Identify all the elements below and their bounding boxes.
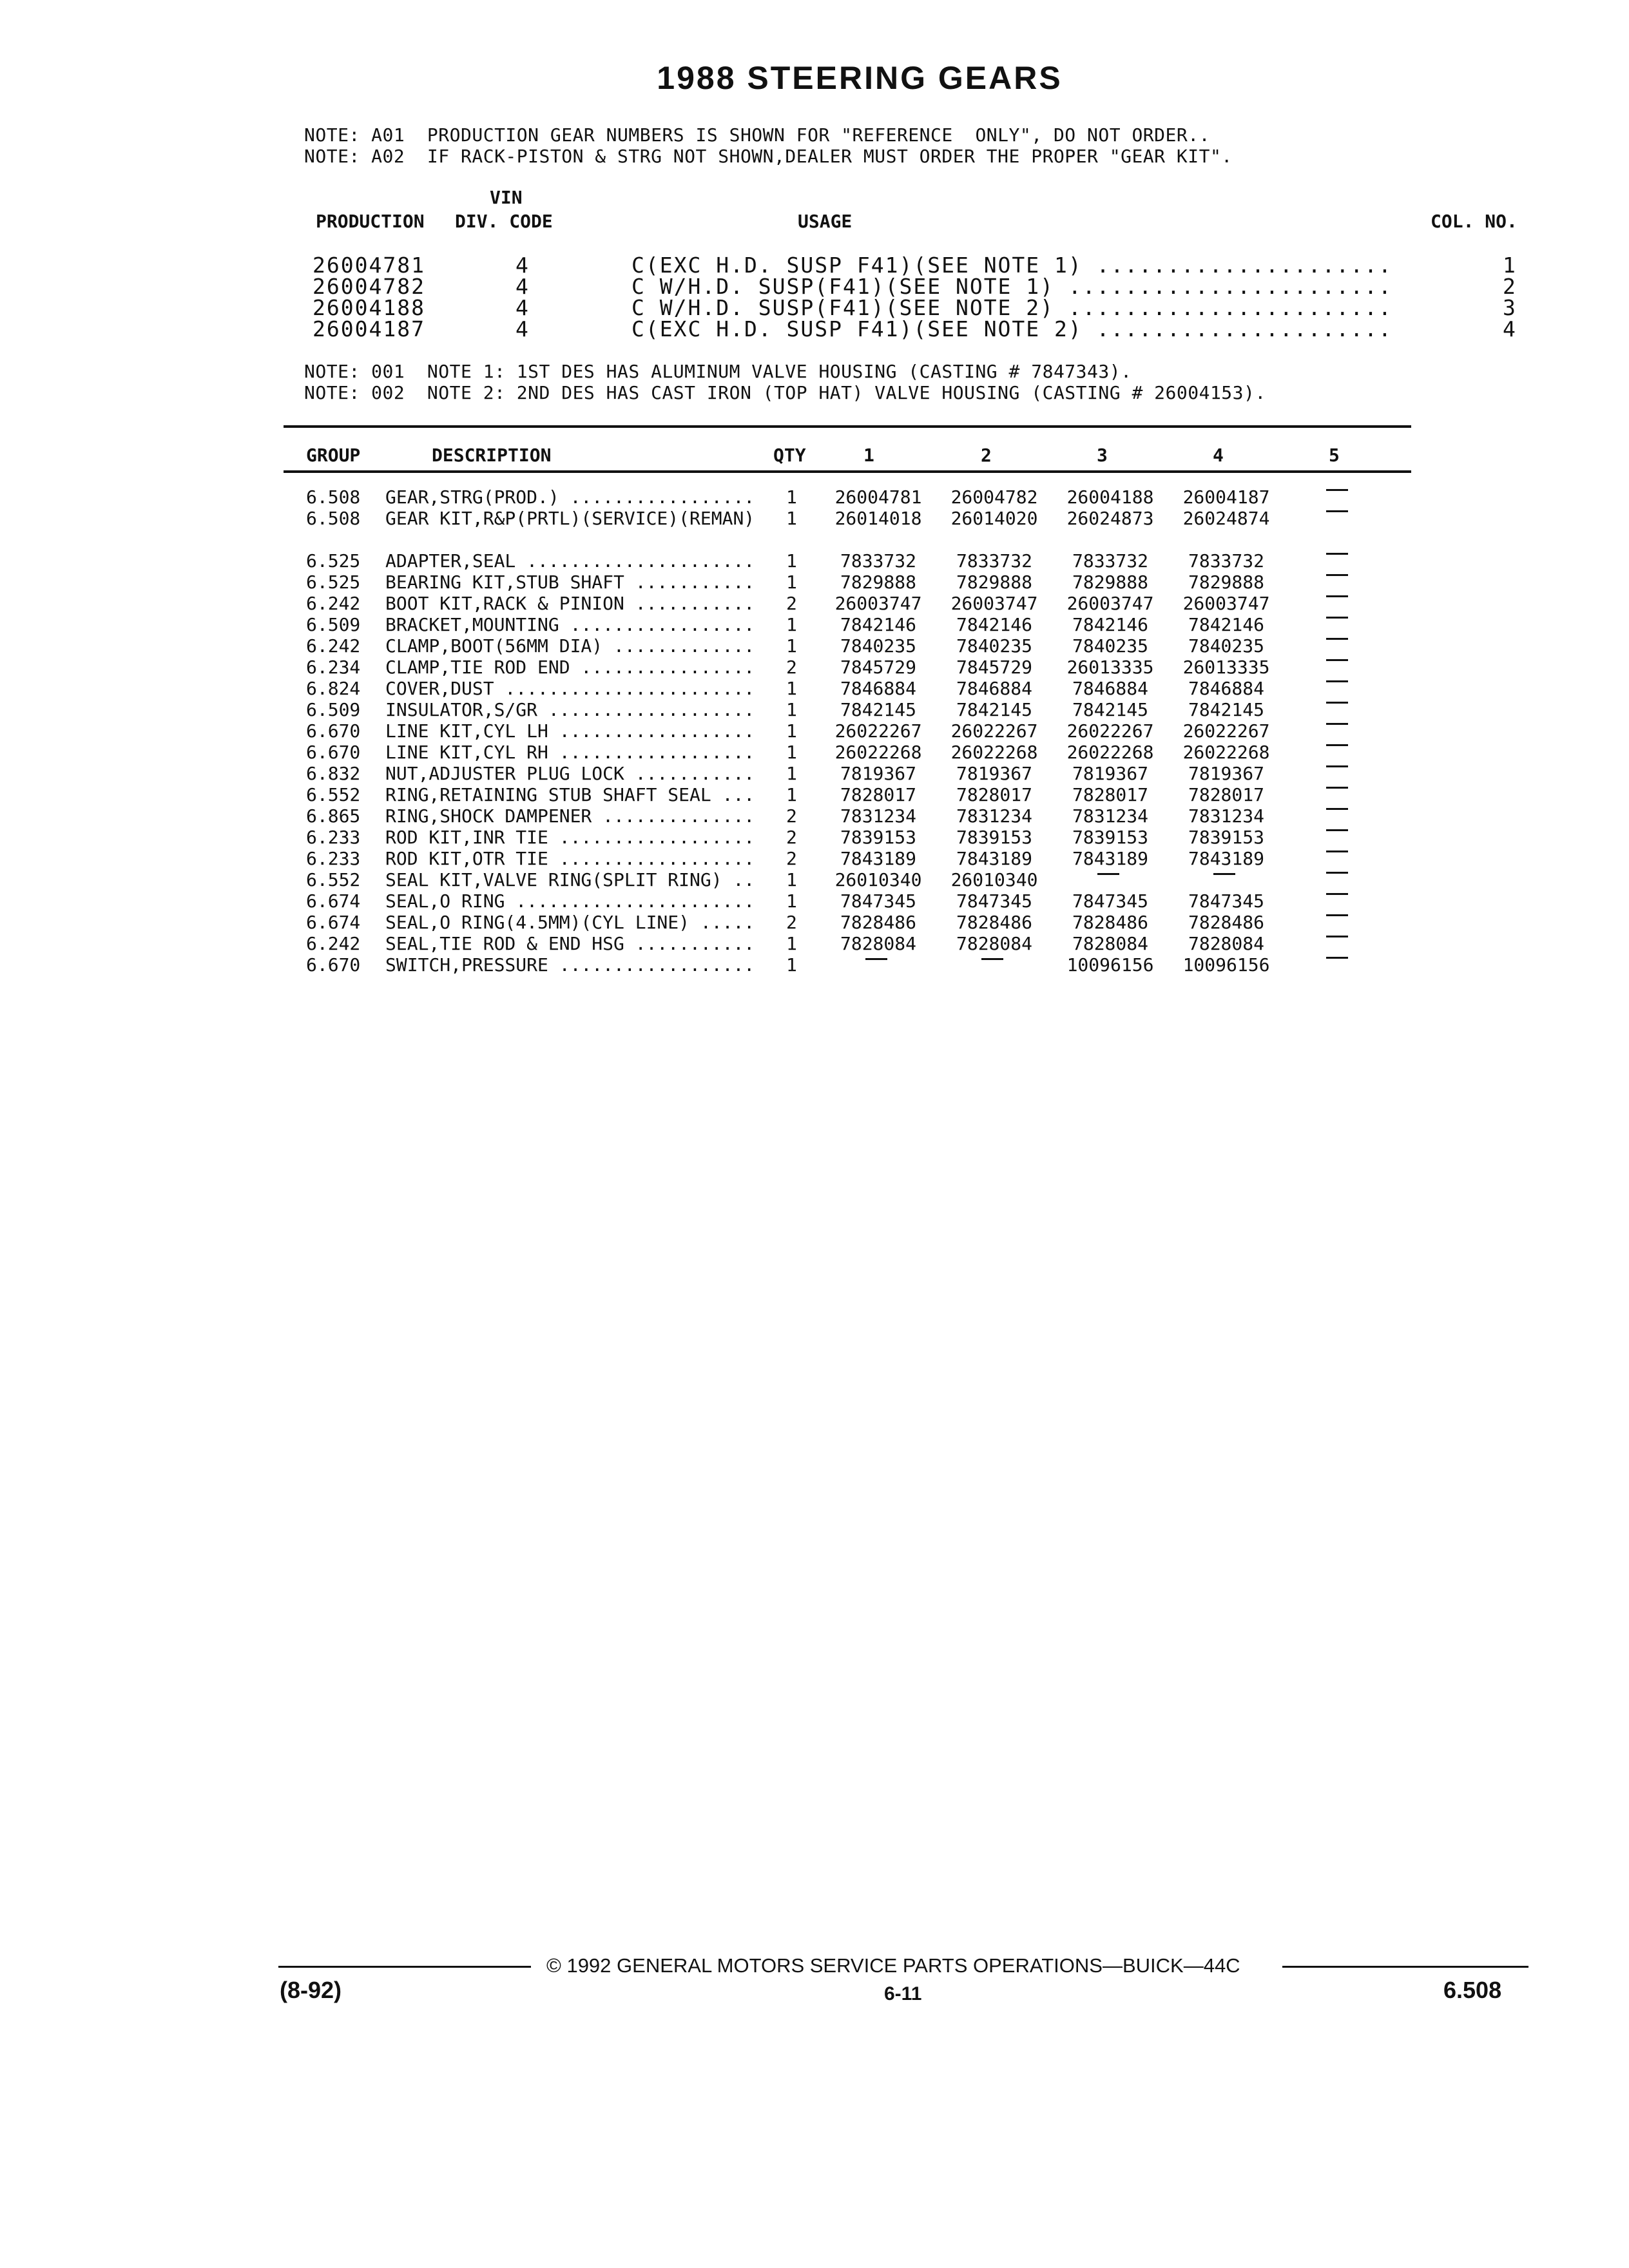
qty-cell: 1 <box>786 508 797 529</box>
part-number-cell: 7847345 <box>840 890 916 912</box>
part-number-cell: 7842146 <box>840 614 916 635</box>
group-cell: 6.508 <box>306 486 361 508</box>
table-row <box>0 699 1629 720</box>
vin-header: VIN <box>490 187 523 208</box>
usage-production: 26004187 <box>313 316 425 341</box>
table-row <box>0 912 1629 933</box>
production-header: PRODUCTION <box>316 211 425 232</box>
col3-header: 3 <box>1097 445 1108 466</box>
qty-header: QTY <box>773 445 806 466</box>
qty-cell: 2 <box>786 593 797 614</box>
col5-dash <box>1326 595 1348 597</box>
usage-div-code: 4 <box>516 274 530 299</box>
col5-dash <box>1326 510 1348 512</box>
col5-dash <box>1326 638 1348 640</box>
part-number-cell: 26022268 <box>1066 742 1154 763</box>
part-number-cell: 7839153 <box>1072 827 1148 848</box>
qty-cell: 1 <box>786 614 797 635</box>
part-number-cell: 7842145 <box>840 699 916 720</box>
part-number-cell: 7828486 <box>1072 912 1148 933</box>
usage-production: 26004782 <box>313 274 425 299</box>
qty-cell: 1 <box>786 890 797 912</box>
part-number-cell: 7833732 <box>1072 550 1148 572</box>
group-header: GROUP <box>306 445 361 466</box>
part-number-cell: 7819367 <box>1072 763 1148 784</box>
part-number-cell: 26022268 <box>834 742 922 763</box>
col5-dash <box>1326 957 1348 959</box>
part-number-cell: 26003747 <box>1182 593 1270 614</box>
description-cell: SWITCH,PRESSURE .................. <box>385 954 755 975</box>
part-number-cell: 7833732 <box>956 550 1032 572</box>
part-number-cell: 7828084 <box>1188 933 1264 954</box>
group-cell: 6.242 <box>306 635 361 657</box>
part-number-cell: 26004781 <box>834 486 922 508</box>
col5-dash <box>1326 744 1348 746</box>
part-number-cell: 7833732 <box>840 550 916 572</box>
qty-cell: 1 <box>786 869 797 890</box>
table-row <box>0 593 1629 614</box>
part-number-cell: 26004187 <box>1182 486 1270 508</box>
part-number-cell: 7847345 <box>956 890 1032 912</box>
part-number-cell: 26014018 <box>834 508 922 529</box>
col5-dash <box>1326 680 1348 682</box>
part-number-cell: 7846884 <box>840 678 916 699</box>
div-code-header: DIV. CODE <box>455 211 553 232</box>
qty-cell: 1 <box>786 550 797 572</box>
description-cell: CLAMP,BOOT(56MM DIA) ............. <box>385 635 755 657</box>
description-cell: SEAL,O RING ...................... <box>385 890 755 912</box>
usage-div-code: 4 <box>516 295 530 320</box>
description-cell: NUT,ADJUSTER PLUG LOCK ........... <box>385 763 755 784</box>
group-cell: 6.509 <box>306 614 361 635</box>
part-number-cell: 7845729 <box>956 657 1032 678</box>
part-number-cell: 7828017 <box>840 784 916 805</box>
part-number-cell: 7840235 <box>956 635 1032 657</box>
col5-dash <box>1326 829 1348 831</box>
col5-dash <box>1326 850 1348 852</box>
part-number-cell: 7828486 <box>1188 912 1264 933</box>
qty-cell: 1 <box>786 486 797 508</box>
usage-div-code: 4 <box>516 316 530 341</box>
part-number-cell: 26024873 <box>1066 508 1154 529</box>
col1-header: 1 <box>863 445 874 466</box>
part-number-cell: 7840235 <box>1188 635 1264 657</box>
qty-cell: 1 <box>786 635 797 657</box>
table-row <box>0 763 1629 784</box>
group-cell: 6.674 <box>306 912 361 933</box>
usage-col-no: 3 <box>1503 295 1517 320</box>
table-row <box>0 550 1629 572</box>
group-cell: 6.670 <box>306 742 361 763</box>
group-cell: 6.670 <box>306 720 361 742</box>
table-row <box>0 827 1629 848</box>
description-header: DESCRIPTION <box>432 445 552 466</box>
group-cell: 6.234 <box>306 657 361 678</box>
part-number-cell: 7831234 <box>1188 805 1264 827</box>
description-cell: CLAMP,TIE ROD END ................ <box>385 657 755 678</box>
qty-cell: 1 <box>786 784 797 805</box>
qty-cell: 1 <box>786 572 797 593</box>
part-number-cell: 7843189 <box>1072 848 1148 869</box>
group-cell: 6.824 <box>306 678 361 699</box>
part-number-cell: 26022267 <box>834 720 922 742</box>
col2-header: 2 <box>981 445 992 466</box>
part-number-cell: 26010340 <box>834 869 922 890</box>
part-number-cell: 10096156 <box>1182 954 1270 975</box>
part-number-cell: 7828017 <box>1188 784 1264 805</box>
usage-col-no: 1 <box>1503 253 1517 278</box>
table-row <box>0 933 1629 954</box>
part-number-cell: 7829888 <box>956 572 1032 593</box>
qty-cell: 1 <box>786 720 797 742</box>
copyright-text: © 1992 GENERAL MOTORS SERVICE PARTS OPERATIONS—BUICK—44C <box>546 1954 1240 1977</box>
part-number-cell: 7833732 <box>1188 550 1264 572</box>
part-number-cell: 7828084 <box>1072 933 1148 954</box>
part-number-cell: 7828084 <box>840 933 916 954</box>
table-row <box>0 614 1629 635</box>
section-number: 6.508 <box>1443 1977 1502 2003</box>
table-row <box>0 954 1629 975</box>
group-cell: 6.552 <box>306 784 361 805</box>
col5-dash <box>1326 723 1348 725</box>
part-number-cell: 26024874 <box>1182 508 1270 529</box>
parts-top-rule <box>284 425 1411 428</box>
part-number-cell: 7847345 <box>1188 890 1264 912</box>
footer-rule-right <box>1282 1966 1528 1968</box>
qty-cell: 2 <box>786 657 797 678</box>
part-number-cell: 7840235 <box>1072 635 1148 657</box>
qty-cell: 1 <box>786 678 797 699</box>
table-row <box>0 572 1629 593</box>
date-code: (8-92) <box>280 1977 342 2003</box>
usage-col-no: 2 <box>1503 274 1517 299</box>
part-number-cell: 7845729 <box>840 657 916 678</box>
group-cell: 6.525 <box>306 550 361 572</box>
part-number-cell: 26022267 <box>950 720 1038 742</box>
description-cell: LINE KIT,CYL LH .................. <box>385 720 755 742</box>
footer-rule-left <box>278 1966 531 1968</box>
qty-cell: 2 <box>786 848 797 869</box>
part-number-cell: 7819367 <box>840 763 916 784</box>
group-cell: 6.832 <box>306 763 361 784</box>
part-number-cell: 7828017 <box>956 784 1032 805</box>
group-cell: 6.233 <box>306 848 361 869</box>
note-a02: NOTE: A02 IF RACK-PISTON & STRG NOT SHOWN,DEALER MUST ORDER THE PROPER "GEAR KIT". <box>304 146 1233 167</box>
group-cell: 6.509 <box>306 699 361 720</box>
part-number-cell: 26003747 <box>1066 593 1154 614</box>
col5-dash <box>1326 617 1348 619</box>
page-number: 6-11 <box>884 1983 922 2004</box>
table-row <box>0 869 1629 890</box>
description-cell: LINE KIT,CYL RH .................. <box>385 742 755 763</box>
description-cell: COVER,DUST ....................... <box>385 678 755 699</box>
col5-dash <box>1326 787 1348 789</box>
col5-dash <box>1326 489 1348 491</box>
empty-dash <box>865 958 887 960</box>
description-cell: GEAR KIT,R&P(PRTL)(SERVICE)(REMAN) <box>385 508 755 529</box>
qty-cell: 1 <box>786 699 797 720</box>
part-number-cell: 7847345 <box>1072 890 1148 912</box>
usage-col-no: 4 <box>1503 316 1517 341</box>
description-cell: INSULATOR,S/GR ................... <box>385 699 755 720</box>
note-002: NOTE: 002 NOTE 2: 2ND DES HAS CAST IRON (TOP HAT) VALVE HOUSING (CASTING # 26004153). <box>304 382 1266 403</box>
empty-dash <box>1097 873 1119 875</box>
part-number-cell: 7840235 <box>840 635 916 657</box>
col5-dash <box>1326 765 1348 767</box>
part-number-cell: 7842146 <box>1072 614 1148 635</box>
part-number-cell: 7846884 <box>1072 678 1148 699</box>
group-cell: 6.552 <box>306 869 361 890</box>
part-number-cell: 26013335 <box>1182 657 1270 678</box>
group-cell: 6.233 <box>306 827 361 848</box>
usage-production: 26004781 <box>313 253 425 278</box>
table-row <box>0 678 1629 699</box>
col5-dash <box>1326 553 1348 555</box>
table-row <box>0 486 1629 508</box>
usage-description: C(EXC H.D. SUSP F41)(SEE NOTE 2) ..................... <box>631 316 1393 341</box>
qty-cell: 1 <box>786 954 797 975</box>
usage-description: C W/H.D. SUSP(F41)(SEE NOTE 1) ....................... <box>631 274 1393 299</box>
part-number-cell: 7846884 <box>1188 678 1264 699</box>
table-row <box>0 890 1629 912</box>
note-001: NOTE: 001 NOTE 1: 1ST DES HAS ALUMINUM VALVE HOUSING (CASTING # 7847343). <box>304 361 1132 382</box>
description-cell: SEAL KIT,VALVE RING(SPLIT RING) .. <box>385 869 755 890</box>
col5-dash <box>1326 574 1348 576</box>
part-number-cell: 7839153 <box>1188 827 1264 848</box>
description-cell: ROD KIT,INR TIE .................. <box>385 827 755 848</box>
table-row <box>0 657 1629 678</box>
part-number-cell: 7831234 <box>1072 805 1148 827</box>
col5-header: 5 <box>1329 445 1340 466</box>
page-title: 1988 STEERING GEARS <box>657 60 1063 96</box>
part-number-cell: 7828084 <box>956 933 1032 954</box>
part-number-cell: 26004782 <box>950 486 1038 508</box>
description-cell: BEARING KIT,STUB SHAFT ........... <box>385 572 755 593</box>
usage-header: USAGE <box>798 211 853 232</box>
part-number-cell: 26010340 <box>950 869 1038 890</box>
table-row <box>0 635 1629 657</box>
col-no-header: COL. NO. <box>1431 211 1518 232</box>
table-row <box>0 508 1629 529</box>
usage-description: C(EXC H.D. SUSP F41)(SEE NOTE 1) ..................... <box>631 253 1393 278</box>
col5-dash <box>1326 659 1348 661</box>
part-number-cell: 7831234 <box>956 805 1032 827</box>
group-cell: 6.865 <box>306 805 361 827</box>
parts-header-rule <box>284 470 1411 473</box>
description-cell: RING,RETAINING STUB SHAFT SEAL ... <box>385 784 755 805</box>
col5-dash <box>1326 702 1348 704</box>
part-number-cell: 26013335 <box>1066 657 1154 678</box>
part-number-cell: 7829888 <box>1188 572 1264 593</box>
part-number-cell: 26022267 <box>1182 720 1270 742</box>
table-row <box>0 848 1629 869</box>
part-number-cell: 7842145 <box>1188 699 1264 720</box>
part-number-cell: 26014020 <box>950 508 1038 529</box>
col5-dash <box>1326 893 1348 895</box>
group-cell: 6.674 <box>306 890 361 912</box>
part-number-cell: 7819367 <box>1188 763 1264 784</box>
qty-cell: 2 <box>786 827 797 848</box>
part-number-cell: 26022268 <box>1182 742 1270 763</box>
group-cell: 6.242 <box>306 933 361 954</box>
part-number-cell: 7829888 <box>840 572 916 593</box>
description-cell: ROD KIT,OTR TIE .................. <box>385 848 755 869</box>
col5-dash <box>1326 872 1348 874</box>
part-number-cell: 26022268 <box>950 742 1038 763</box>
description-cell: RING,SHOCK DAMPENER .............. <box>385 805 755 827</box>
group-cell: 6.670 <box>306 954 361 975</box>
table-row <box>0 805 1629 827</box>
description-cell: BRACKET,MOUNTING ................. <box>385 614 755 635</box>
usage-production: 26004188 <box>313 295 425 320</box>
usage-div-code: 4 <box>516 253 530 278</box>
col5-dash <box>1326 808 1348 810</box>
part-number-cell: 7828017 <box>1072 784 1148 805</box>
part-number-cell: 7842145 <box>1072 699 1148 720</box>
col5-dash <box>1326 914 1348 916</box>
description-cell: SEAL,TIE ROD & END HSG ........... <box>385 933 755 954</box>
part-number-cell: 7828486 <box>956 912 1032 933</box>
part-number-cell: 7819367 <box>956 763 1032 784</box>
part-number-cell: 7842145 <box>956 699 1032 720</box>
group-cell: 6.508 <box>306 508 361 529</box>
part-number-cell: 7843189 <box>840 848 916 869</box>
qty-cell: 1 <box>786 742 797 763</box>
description-cell: GEAR,STRG(PROD.) ................. <box>385 486 755 508</box>
table-row <box>0 720 1629 742</box>
part-number-cell: 10096156 <box>1066 954 1154 975</box>
part-number-cell: 7842146 <box>1188 614 1264 635</box>
usage-description: C W/H.D. SUSP(F41)(SEE NOTE 2) ....................... <box>631 295 1393 320</box>
part-number-cell: 7839153 <box>956 827 1032 848</box>
table-row <box>0 784 1629 805</box>
part-number-cell: 7839153 <box>840 827 916 848</box>
part-number-cell: 7842146 <box>956 614 1032 635</box>
part-number-cell: 26004188 <box>1066 486 1154 508</box>
col4-header: 4 <box>1213 445 1224 466</box>
qty-cell: 1 <box>786 763 797 784</box>
part-number-cell: 7831234 <box>840 805 916 827</box>
part-number-cell: 26022267 <box>1066 720 1154 742</box>
qty-cell: 2 <box>786 912 797 933</box>
group-cell: 6.242 <box>306 593 361 614</box>
part-number-cell: 26003747 <box>834 593 922 614</box>
description-cell: ADAPTER,SEAL ..................... <box>385 550 755 572</box>
empty-dash <box>981 958 1003 960</box>
qty-cell: 1 <box>786 933 797 954</box>
col5-dash <box>1326 936 1348 937</box>
note-a01: NOTE: A01 PRODUCTION GEAR NUMBERS IS SHOWN FOR "REFERENCE ONLY", DO NOT ORDER.. <box>304 124 1210 146</box>
description-cell: SEAL,O RING(4.5MM)(CYL LINE) ..... <box>385 912 755 933</box>
part-number-cell: 7843189 <box>956 848 1032 869</box>
qty-cell: 2 <box>786 805 797 827</box>
empty-dash <box>1213 873 1235 875</box>
table-row <box>0 742 1629 763</box>
part-number-cell: 7843189 <box>1188 848 1264 869</box>
part-number-cell: 26003747 <box>950 593 1038 614</box>
group-cell: 6.525 <box>306 572 361 593</box>
part-number-cell: 7846884 <box>956 678 1032 699</box>
part-number-cell: 7828486 <box>840 912 916 933</box>
part-number-cell: 7829888 <box>1072 572 1148 593</box>
description-cell: BOOT KIT,RACK & PINION ........... <box>385 593 755 614</box>
